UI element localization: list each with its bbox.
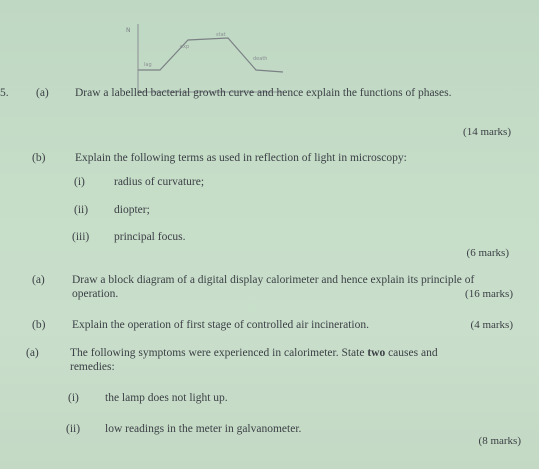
question-7a-bold-two: two — [367, 347, 386, 359]
subpart-label: (i) — [74, 176, 85, 188]
question-6a-line2: operation. — [72, 288, 119, 300]
subpart-text: diopter; — [114, 204, 150, 216]
subpart-text: low readings in the meter in galvanometer. — [105, 423, 302, 435]
part-label-6a: (a) — [32, 274, 45, 286]
marks-6b: (4 marks) — [470, 319, 513, 331]
question-7a-line1 — [70, 346, 438, 360]
subpart-label: (ii) — [74, 204, 89, 216]
part-label-5a: (a) — [36, 87, 49, 99]
subpart-text: radius of curvature; — [114, 176, 205, 188]
part-label-5b: (b) — [32, 152, 46, 164]
question-7a-line1-pre: The following symptoms were experienced in calorimeter. State — [70, 347, 368, 359]
sketch-label-death: death — [253, 56, 268, 62]
part-label-7a: (a) — [26, 347, 39, 359]
question-7a-line1-post: causes and — [385, 347, 438, 359]
sketch-label-n: N — [126, 27, 131, 34]
marks-7a: (8 marks) — [478, 435, 521, 447]
question-5a-text: Draw a labelled bacterial growth curve and hence explain the functions of phases. — [75, 87, 452, 99]
sketch-label-exp: exp — [180, 44, 190, 50]
question-number: 5. — [0, 87, 9, 99]
subpart-text: principal focus. — [114, 231, 186, 243]
sketch-label-stat: stat — [216, 32, 226, 38]
question-6b-text: Explain the operation of first stage of controlled air incineration. — [72, 319, 369, 331]
question-6a-line1: Draw a block diagram of a digital display calorimeter and hence explain its principle of — [72, 274, 475, 286]
subpart-text: the lamp does not light up. — [105, 392, 228, 404]
marks-5a: (14 marks) — [463, 126, 511, 138]
sketch-label-lag: lag — [144, 62, 152, 68]
marks-5b: (6 marks) — [466, 247, 509, 259]
subpart-label: (ii) — [66, 423, 81, 435]
subpart-label: (iii) — [72, 231, 90, 243]
marks-6a: (16 marks) — [465, 288, 513, 300]
question-5b-text: Explain the following terms as used in reflection of light in microscopy: — [75, 152, 407, 164]
question-7a-line2: remedies: — [70, 361, 115, 373]
subpart-label: (i) — [68, 392, 79, 404]
part-label-6b: (b) — [32, 319, 46, 331]
sketch-curve — [138, 38, 283, 72]
